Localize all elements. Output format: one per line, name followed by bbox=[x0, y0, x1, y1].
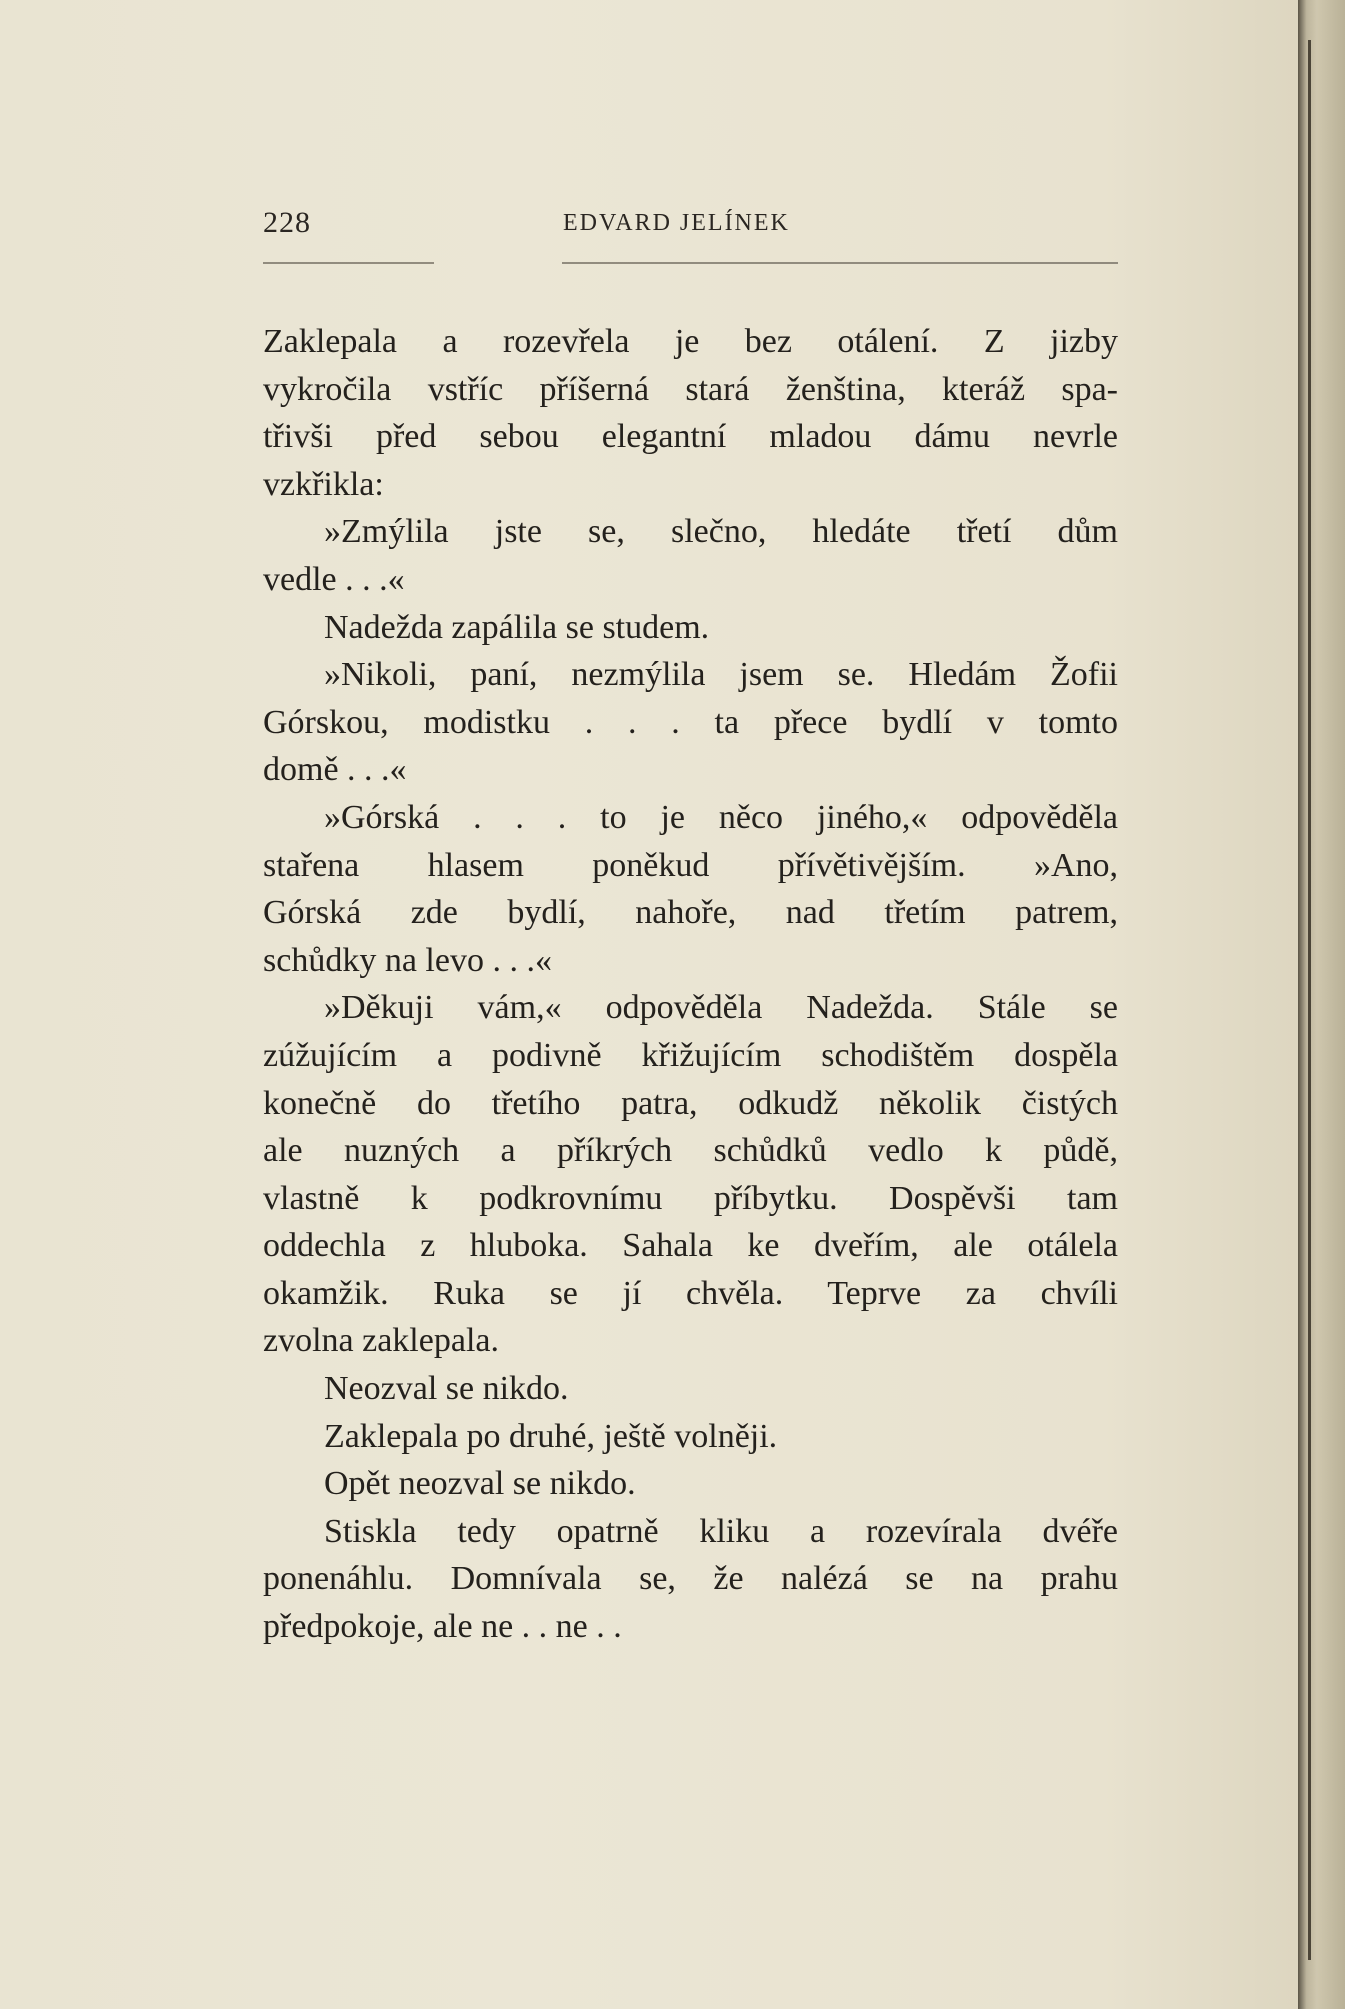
running-head bbox=[263, 206, 1118, 256]
text-line: Stiskla tedy opatrně kliku a rozevírala dvéře bbox=[324, 1512, 1118, 1550]
text-line: vykročila vstříc příšerná stará ženština, kteráž spa- bbox=[263, 370, 1118, 408]
text-line: okamžik. Ruka se jí chvěla. Teprve za chvíli bbox=[263, 1274, 1118, 1312]
text-line: Opět neozval se nikdo. bbox=[324, 1465, 636, 1503]
text-line: stařena hlasem poněkud přívětivějším. »Ano, bbox=[263, 846, 1118, 884]
text-line: schůdky na levo . . .« bbox=[263, 941, 552, 979]
text-line: vedle . . .« bbox=[263, 560, 405, 598]
text-line: vzkřikla: bbox=[263, 465, 384, 503]
text-line: ale nuzných a příkrých schůdků vedlo k půdě, bbox=[263, 1132, 1118, 1170]
text-line: Neozval se nikdo. bbox=[324, 1370, 569, 1408]
text-line: předpokoje, ale ne . . ne . . bbox=[263, 1608, 622, 1646]
text-line: Nadežda zapálila se studem. bbox=[324, 608, 710, 646]
page-number: 228 bbox=[263, 206, 311, 239]
text-line: oddechla z hluboka. Sahala ke dveřím, ale otálela bbox=[263, 1227, 1118, 1265]
text-line: ponenáhlu. Domnívala se, že nalézá se na prahu bbox=[263, 1560, 1118, 1598]
text-line: zúžujícím a podivně křižujícím schodištěm dospěla bbox=[263, 1036, 1118, 1074]
text-line: »Zmýlila jste se, slečno, hledáte třetí dům bbox=[324, 513, 1118, 551]
text-line: konečně do třetího patra, odkudž několik čistých bbox=[263, 1084, 1118, 1122]
text-line: třivši před sebou elegantní mladou dámu nevrle bbox=[263, 418, 1118, 456]
text-line: »Děkuji vám,« odpověděla Nadežda. Stále se bbox=[324, 989, 1118, 1027]
body-text bbox=[263, 318, 1118, 1651]
text-line: Zaklepala po druhé, ještě volněji. bbox=[324, 1417, 778, 1455]
text-line: domě . . .« bbox=[263, 751, 407, 789]
text-line: Górskou, modistku . . . ta přece bydlí v tomto bbox=[263, 703, 1118, 741]
text-line: »Nikoli, paní, nezmýlila jsem se. Hledám Žofii bbox=[324, 656, 1118, 694]
text-line: Zaklepala a rozevřela je bez otálení. Z jizby bbox=[263, 323, 1118, 360]
text-line: zvolna zaklepala. bbox=[263, 1322, 499, 1360]
text-line: vlastně k podkrovnímu příbytku. Dospěvši tam bbox=[263, 1179, 1118, 1217]
running-title: EDVARD JELÍNEK bbox=[563, 210, 790, 236]
text-line: Górská zde bydlí, nahoře, nad třetím patrem, bbox=[263, 894, 1118, 932]
page-gutter-edge bbox=[1298, 0, 1345, 2009]
header-rule bbox=[263, 262, 1118, 264]
text-line: »Górská . . . to je něco jiného,« odpověděla bbox=[324, 798, 1118, 836]
